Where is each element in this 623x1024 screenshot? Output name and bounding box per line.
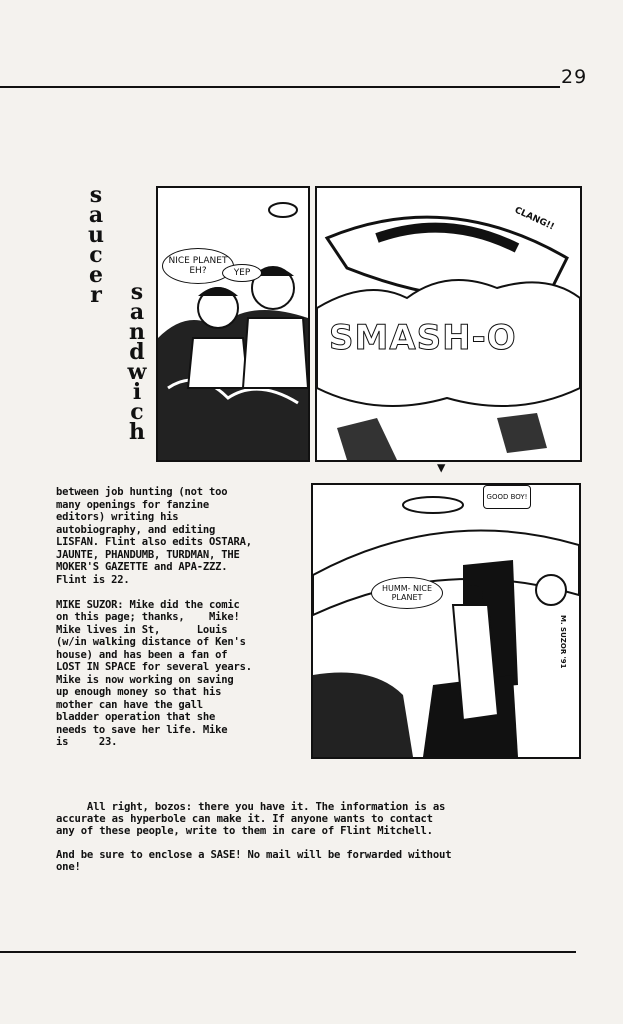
title-letter: u xyxy=(88,222,104,248)
title-letter: i xyxy=(132,379,142,405)
comic-panel-3 xyxy=(311,483,581,759)
comic-panel-1 xyxy=(156,186,310,462)
speech-bubble-humm: HUMM- NICE PLANET xyxy=(371,577,443,609)
text-line: mother can have the gall xyxy=(56,698,203,711)
top-rule xyxy=(0,86,560,88)
text-line: MIKE SUZOR: Mike did the comic xyxy=(56,598,240,611)
text-line: any of these people, write to them in care of Flint Mitchell. xyxy=(56,825,433,837)
artist-signature: M. SUZOR '91 xyxy=(559,615,567,669)
comic-panel-2 xyxy=(315,186,582,462)
sfx-clang: CLANG!! xyxy=(512,205,556,233)
down-arrow-icon: ▼ xyxy=(437,460,446,476)
closing-paragraph xyxy=(56,801,451,873)
title-letter: n xyxy=(129,319,145,345)
speech-bubble-nice-planet: NICE PLANET EH? xyxy=(162,248,234,284)
title-letter: a xyxy=(129,299,145,325)
text-line: LISFAN. Flint also edits OSTARA, xyxy=(56,536,252,548)
title-letter: d xyxy=(129,339,145,365)
title-letter: s xyxy=(130,279,144,305)
text-line: up enough money so that his xyxy=(56,686,222,698)
text-line: And be sure to enclose a SASE! No mail will be forwarded without xyxy=(56,849,452,861)
text-line: Mike lives in St, Louis xyxy=(56,623,228,636)
text-line: accurate as hyperbole can make it. If anyone wants to contact xyxy=(56,813,433,825)
title-letter: c xyxy=(130,399,144,425)
text-line xyxy=(56,586,252,599)
panel-3-art xyxy=(313,485,579,757)
text-line: LOST IN SPACE for several years. xyxy=(56,661,252,673)
text-line: bladder operation that she xyxy=(56,711,216,723)
text-line: All right, bozos: there you have it. The information is as xyxy=(56,801,446,813)
text-line xyxy=(56,837,451,849)
text-line: (w/in walking distance of Ken's xyxy=(56,636,246,648)
title-letter: r xyxy=(90,282,102,308)
title-letter: c xyxy=(89,242,103,268)
text-line: is 23. xyxy=(56,736,118,748)
text-line: between job hunting (not too xyxy=(56,486,228,498)
text-line: many openings for fanzine xyxy=(56,498,210,511)
speech-bubble-yep: YEP xyxy=(222,264,262,282)
bottom-rule xyxy=(0,951,576,953)
title-sandwich xyxy=(127,279,147,445)
panel-1-art xyxy=(158,188,308,460)
text-line: one! xyxy=(56,861,81,873)
text-line: Flint is 22. xyxy=(56,573,130,586)
biography-column-text xyxy=(56,486,252,749)
title-letter: e xyxy=(89,262,103,288)
text-line: JAUNTE, PHANDUMB, TURDMAN, THE xyxy=(56,548,240,561)
text-line: needs to save her life. Mike xyxy=(56,723,228,736)
text-line: Mike is now working on saving xyxy=(56,673,234,686)
text-line: house) and has been a fan of xyxy=(56,648,228,661)
text-line: on this page; thanks, Mike! xyxy=(56,611,240,623)
title-letter: s xyxy=(89,182,103,208)
text-line: autobiography, and editing xyxy=(56,523,216,536)
title-saucer xyxy=(86,182,106,308)
title-letter: h xyxy=(129,419,145,445)
text-line: editors) writing his xyxy=(56,511,179,523)
text-line: MOKER'S GAZETTE and APA-ZZZ. xyxy=(56,561,228,573)
sfx-smash-o: SMASH-O xyxy=(329,318,517,358)
page-number: 29 xyxy=(561,66,588,88)
title-letter: w xyxy=(127,359,147,385)
speech-bubble-good-boy: GOOD BOY! xyxy=(483,485,531,509)
title-letter: a xyxy=(88,202,104,228)
